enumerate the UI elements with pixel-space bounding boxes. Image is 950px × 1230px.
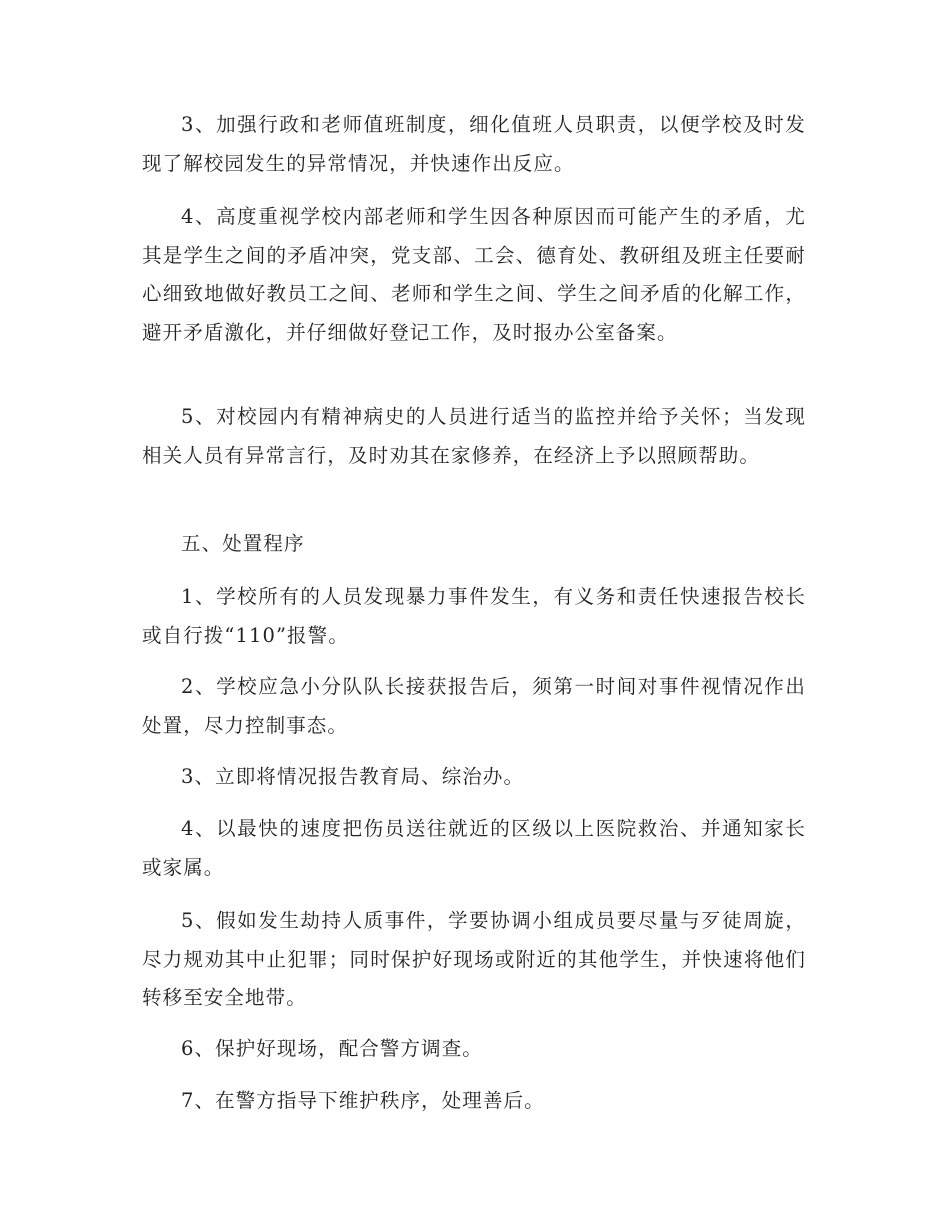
- paragraph-send-injured: 4、以最快的速度把伤员送往就近的区级以上医院救治、并通知家长或家属。: [142, 817, 806, 879]
- paragraph-report-violence: 1、学校所有的人员发现暴力事件发生，有义务和责任快速报告校长或自行拨“110”报警。: [142, 585, 806, 647]
- paragraph-maintain-order: 7、在警方指导下维护秩序，处理善后。: [181, 1089, 545, 1112]
- paragraph-conflict-resolution: 4、高度重视学校内部老师和学生因各种原因而可能产生的矛盾，尤其是学生之间的矛盾冲突，党支部、工会、德育处、教研组及班主任要耐心细致地做好教员工之间、老师和学生之间、学生之间矛盾的化解工作，避开矛盾激化，并仔细做好登记工作，及时报办公室备案。: [142, 205, 806, 344]
- paragraph-emergency-team: 2、学校应急小分队队长接获报告后，须第一时间对事件视情况作出处置，尽力控制事态。: [142, 675, 806, 737]
- section-heading-procedure: 五、处置程序: [181, 532, 305, 555]
- paragraph-duty-system: 3、加强行政和老师值班制度，细化值班人员职责，以便学校及时发现了解校园发生的异常情况，并快速作出反应。: [142, 113, 806, 175]
- paragraph-hostage-event: 5、假如发生劫持人质事件，学要协调小组成员要尽量与歹徒周旋，尽力规劝其中止犯罪；同时保护好现场或附近的其他学生，并快速将他们转移至安全地带。: [142, 909, 806, 1009]
- paragraph-mental-health-care: 5、对校园内有精神病史的人员进行适当的监控并给予关怀；当发现相关人员有异常言行，及时劝其在家修养，在经济上予以照顾帮助。: [142, 405, 806, 467]
- paragraph-protect-scene: 6、保护好现场，配合警方调查。: [181, 1037, 483, 1060]
- paragraph-report-bureau: 3、立即将情况报告教育局、综治办。: [181, 765, 525, 788]
